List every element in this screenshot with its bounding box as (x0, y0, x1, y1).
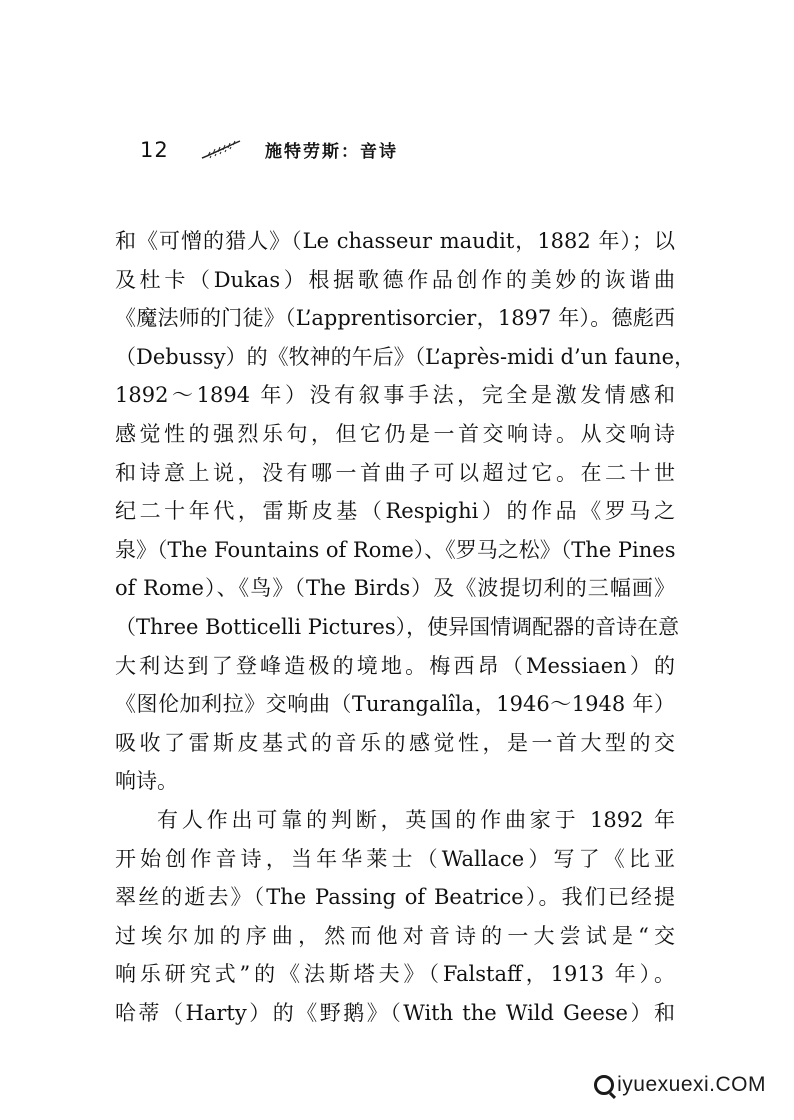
text-line: 感觉性的强烈乐句，但它仍是一首交响诗。从交响诗 (115, 421, 675, 446)
text-line: 有人作出可靠的判断，英国的作曲家于 1892 年 (157, 807, 675, 832)
page-number: 12 (140, 138, 169, 162)
watermark-text: iyuexuexi.COM (617, 1073, 766, 1096)
text-line: 纪二十年代，雷斯皮基（Respighi）的作品《罗马之 (115, 499, 675, 524)
text-line: 翠丝的逝去》（The Passing of Beatrice）。我们已经提 (115, 885, 675, 910)
text-line: 响乐研究式”的《法斯塔夫》（Falstaff，1913 年）。 (115, 962, 675, 987)
body-text (115, 222, 696, 1032)
text-line: 过埃尔加的序曲，然而他对音诗的一大尝试是“交 (115, 923, 675, 948)
paragraph-1 (115, 222, 696, 801)
text-line: （Debussy）的《牧神的午后》（L’après-midi d’un faune， (115, 344, 696, 369)
watermark (594, 1071, 766, 1099)
text-line: 泉》（The Fountains of Rome）、《罗马之松》（The Pines (115, 537, 676, 562)
text-line: 《魔法师的门徒》（L’apprentisorcier，1897 年）。德彪西 (115, 306, 675, 331)
text-line: of Rome）、《鸟》（The Birds）及《波提切利的三幅画》 (115, 576, 675, 601)
text-line: 哈蒂（Harty）的《野鹅》（With the Wild Geese）和 (115, 1000, 675, 1025)
paragraph-2 (115, 801, 675, 1033)
text-line: 《图伦加利拉》交响曲（Turangalîla，1946～1948 年） (115, 692, 675, 717)
text-line: 1892～1894 年）没有叙事手法，完全是激发情感和 (115, 383, 675, 408)
text-line: 及杜卡（Dukas）根据歌德作品创作的美妙的诙谐曲 (115, 267, 675, 292)
text-line: 吸收了雷斯皮基式的音乐的感觉性，是一首大型的交 (115, 730, 675, 755)
watermark-q-icon (594, 1075, 614, 1095)
text-line: 响诗。 (115, 769, 178, 794)
text-line: 和《可憎的猎人》（Le chasseur maudit，1882 年）；以 (115, 229, 675, 253)
feather-ornament-icon (200, 138, 242, 162)
text-line: 和诗意上说，没有哪一首曲子可以超过它。在二十世 (115, 460, 675, 485)
text-line: 大利达到了登峰造极的境地。梅西昂（Messiaen）的 (115, 653, 675, 678)
page-header (140, 138, 540, 168)
text-line: 开始创作音诗，当年华莱士（Wallace）写了《比亚 (115, 846, 675, 871)
running-head-title: 施特劳斯：音诗 (265, 142, 398, 162)
text-line: （Three Botticelli Pictures），使异国情调配器的音诗在意 (115, 614, 680, 639)
